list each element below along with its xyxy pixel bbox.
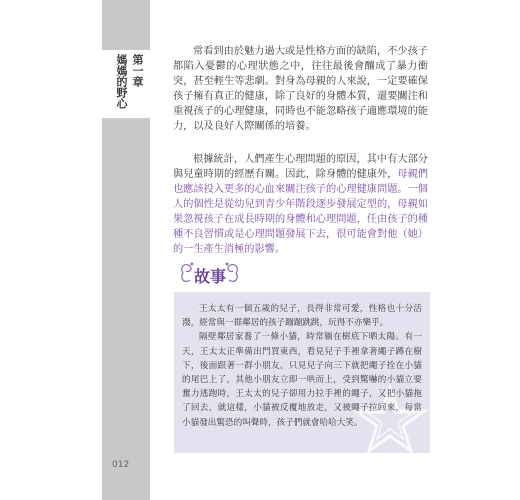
story-box xyxy=(174,292,430,453)
body-paragraph-1 xyxy=(173,44,428,134)
highlighted-text: 母親們也應該投入更多的心血來關注孩子的心理健康問題。一個人的個性是從幼兒到青少年階段逐步發展定型的，母親如果忽視孩子在成長時期的身體和心理問題，任由孩子的種種不良習慣或是心理問題發展下去，很可能會對他（她）的一生產生消極的影響。 xyxy=(173,169,429,255)
story-text xyxy=(182,302,422,430)
chapter-title: 媽媽的野心 xyxy=(115,54,128,109)
story-paragraph: 隔壁鄰居家養了一條小貓，時常躺在樹底下晒太陽。有一天，王太太正準備出門買東西，看見兒子手裡拿著繩子蹲在樹下，後面跟著一群小朋友。只見兒子向三下就把繩子拴在小貓的尾巴上了，其他小朋友立即一哄而上，受到驚嚇的小貓立要奮力逃跑時，王太太的兒子卻用力拉手裡的繩子，又把小貓拖了回去，就這樣，小貓被反覆地放走，又被繩子拉回來，每當小貓發出驚恐的叫聲時，孩子們就會哈哈大笑。 xyxy=(182,332,422,428)
chapter-sidebar xyxy=(102,0,150,500)
story-label xyxy=(177,260,242,286)
page-number: 012 xyxy=(112,460,130,470)
chapter-number: 第一章 xyxy=(131,54,144,87)
story-label-text: 故事 xyxy=(194,267,227,286)
paragraph-text: 常看到由於魅力過大或是性格方面的缺陷，不少孩子都陷入憂鬱的心理狀態之中，往往最後會釀成了暴力衝突，甚至輕生等悲劇。對身為母親的人來說，一定要確保孩子擁有真正的健康，除了良好的身體本質，還要關注和重視孩子的心理健康，同時也不能忽略孩子適應環境的能力，以及良好人際關係的培養。 xyxy=(173,46,428,132)
body-paragraph-2 xyxy=(173,152,428,257)
paragraph-text-plain: 根據統計，人們產生心理問題的原因，其中有大部分與兒童時期的經歷有關。因此，除身體的健康外， xyxy=(173,154,428,180)
chapter-title-box xyxy=(102,50,150,119)
story-paragraph: 王太太有一個五歲的兒子，長得非常可愛，性格也十分活潑，經常與一群鄰居的孩子蹦蹦跳跳，玩得不亦樂乎。 xyxy=(182,304,422,329)
paragraph-text xyxy=(173,152,428,257)
